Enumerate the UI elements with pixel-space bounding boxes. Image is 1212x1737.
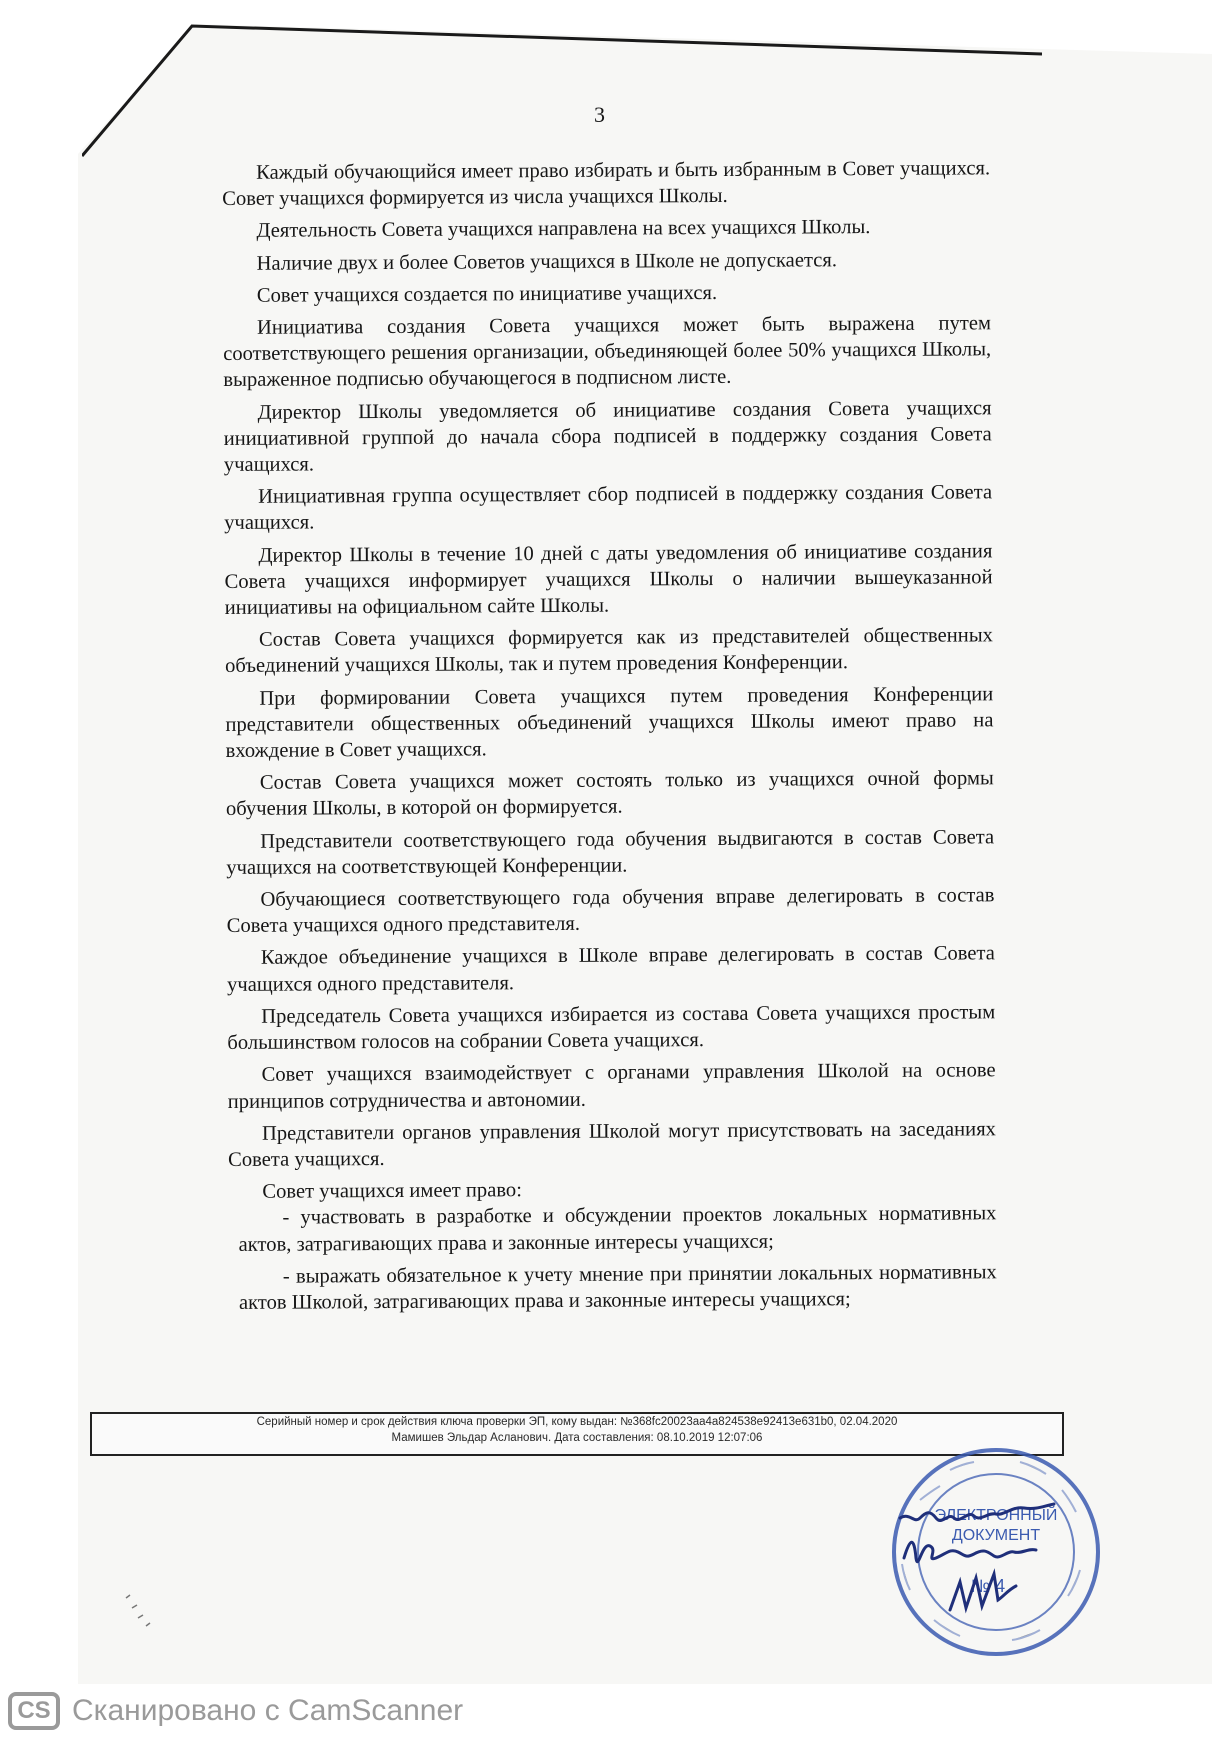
paragraph: Представители соответствующего года обучения выдвигаются в состав Совета учащихся на соответствующей Конференции.: [226, 825, 995, 879]
paragraph: Совет учащихся взаимодействует с органами управления Школой на основе принципов сотрудничества и автономии.: [227, 1059, 996, 1113]
paragraph: Деятельность Совета учащихся направлена на всех учащихся Школы.: [256, 216, 871, 243]
official-stamp: [880, 1440, 1112, 1660]
list-item: - выражать обязательное к учету мнение при принятии локальных нормативных актов Школой, затрагивающих права и законные интересы учащихся;: [238, 1261, 997, 1314]
stamp-text-line2: ДОКУМЕНТ: [951, 1527, 1041, 1544]
signature-key-line: Серийный номер и срок действия ключа проверки ЭП, кому выдан: №368fc20023aa4a824538e92413e631b0, 02.04.2020: [256, 1416, 898, 1428]
paragraph: Каждое объединение учащихся в Школе вправе делегировать в состав Совета учащихся одного представителя.: [226, 942, 995, 996]
camscanner-text: Сканировано с CamScanner: [72, 1694, 464, 1727]
folded-corner-edge: [82, 24, 1042, 164]
paragraph: Каждый обучающийся имеет право избирать и быть избранным в Совет учащихся. Совет учащихся формируется из числа учащихся Школы.: [222, 157, 991, 211]
paragraph: Инициатива создания Совета учащихся может быть выражена путем соответствующего решения организации, объединяющей более 50% учащихся Школы, выраженное подписью обучающегося в подписном листе.: [223, 312, 992, 392]
list-item: - участвовать в разработке и обсуждении проектов локальных нормативных актов, затрагивающих права и законные интересы учащихся;: [238, 1202, 997, 1256]
paragraph: Состав Совета учащихся может состоять только из учащихся очной формы обучения Школы, в которой он формируется.: [225, 767, 994, 821]
paragraph: Совет учащихся создается по инициативе учащихся.: [256, 281, 718, 307]
paragraph: Обучающиеся соответствующего года обучения вправе делегировать в состав Совета учащихся одного представителя.: [226, 884, 995, 938]
paragraph: Наличие двух и более Советов учащихся в Школе не допускается.: [256, 248, 838, 275]
scan-artifact-marks: [120, 1590, 170, 1630]
scanner-watermark: [0, 1684, 1212, 1737]
paragraph: Состав Совета учащихся формируется как из представителей общественных объединений учащихся Школы, так и путем проведения Конференции.: [225, 624, 993, 678]
paragraph: Директор Школы в течение 10 дней с даты уведомления об инициативе создания Совета учащихся информирует учащихся Школы о наличии вышеуказанной инициативы на официальном сайте Школы.: [224, 539, 993, 620]
paragraph: Инициативная группа осуществляет сбор подписей в поддержку создания Совета учащихся.: [224, 481, 993, 535]
stamp-text-line1: ЭЛЕКТРОННЫЙ: [934, 1507, 1058, 1524]
signature-owner-line: Мамишев Эльдар Асланович. Дата составления: 08.10.2019 12:07:06: [391, 1432, 763, 1444]
paragraph: Совет учащихся имеет право:: [262, 1179, 522, 1203]
paragraph: Директор Школы уведомляется об инициативе создания Совета учащихся инициативной группой до начала сбора подписей в поддержку создания Совета учащихся.: [223, 396, 992, 477]
paragraph: Председатель Совета учащихся избирается из состава Совета учащихся простым большинством голосов на собрании Совета учащихся.: [227, 1001, 996, 1055]
paragraph: При формировании Совета учащихся путем проведения Конференции представители общественных объединений учащихся Школы имеют право на вхождение в Совет учащихся.: [225, 682, 994, 763]
stamp-number: № 4: [970, 1576, 1006, 1596]
camscanner-logo: CS: [8, 1692, 60, 1730]
page-number: 3: [594, 102, 605, 127]
document-body: [222, 155, 997, 1316]
paragraph: Представители органов управления Школой могут присутствовать на заседаниях Совета учащихся.: [228, 1117, 997, 1171]
